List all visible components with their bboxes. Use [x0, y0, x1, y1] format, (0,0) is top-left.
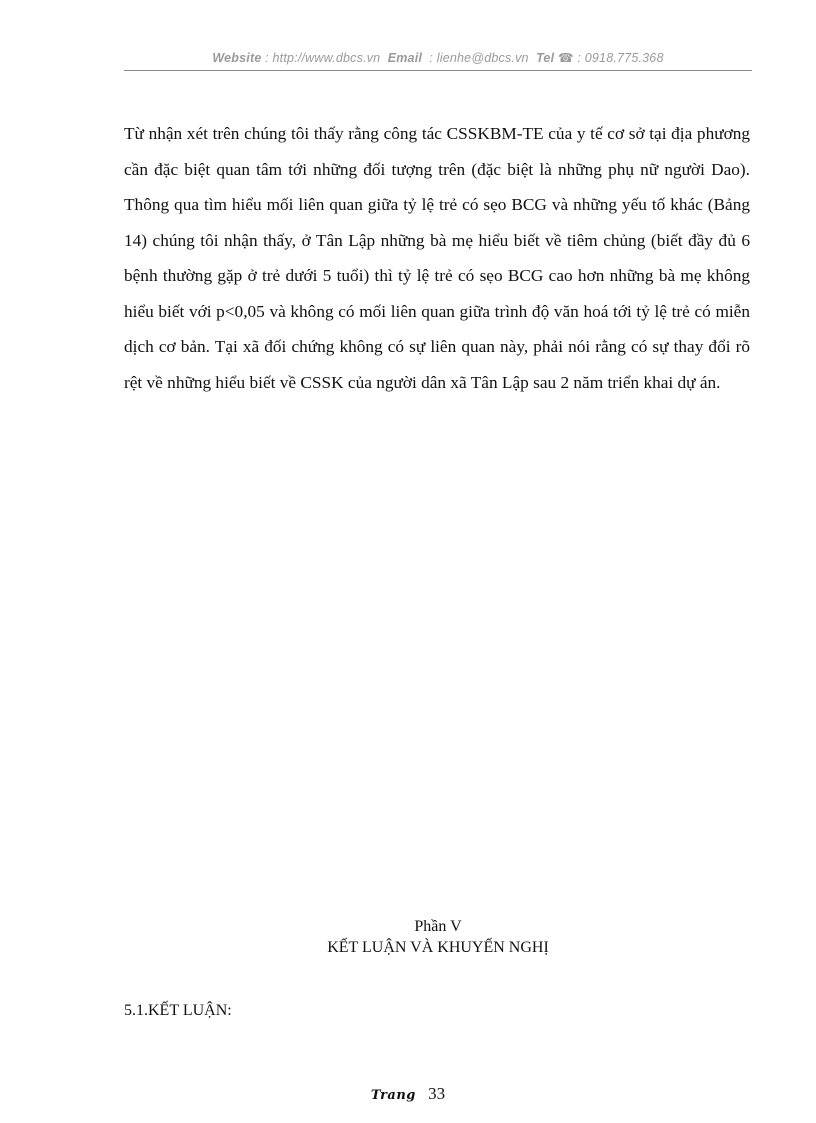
subsection-heading: 5.1.KẾT LUẬN:	[124, 1002, 232, 1019]
email-value: : lienhe@dbcs.vn	[429, 51, 529, 65]
website-value: : http://www.dbcs.vn	[265, 51, 381, 65]
tel-label: Tel	[536, 51, 555, 65]
page-label: Trang	[370, 1088, 416, 1103]
section-heading	[124, 916, 752, 958]
part-label: Phần V	[414, 918, 462, 935]
section-title: KẾT LUẬN VÀ KHUYẾN NGHỊ	[327, 939, 549, 956]
page-footer	[0, 1084, 816, 1104]
page-number: 33	[428, 1084, 446, 1103]
header-divider	[124, 70, 752, 71]
body-paragraph: Từ nhận xét trên chúng tôi thấy rằng công tác CSSKBM-TE của y tế cơ sở tại địa phương cần đặc biệt quan tâm tới những đối tượng trên (đặc biệt là những phụ nữ người Dao). Thông qua tìm hiểu mối liên quan giữa tỷ lệ trẻ có sẹo BCG và những yếu tố khác (Bảng 14) chúng tôi nhận thấy, ở Tân Lập những bà mẹ hiểu biết về tiêm chủng (biết đầy đủ 6 bệnh thường gặp ở trẻ dưới 5 tuổi) thì tỷ lệ trẻ có sẹo BCG cao hơn những bà mẹ không hiểu biết với p<0,05 và không có mối liên quan giữa trình độ văn hoá tới tỷ lệ trẻ có miễn dịch cơ bản. Tại xã đối chứng không có sự liên quan này, phải nói rằng có sự thay đổi rõ rệt về những hiểu biết về CSSK của người dân xã Tân Lập sau 2 năm triển khai dự án.	[124, 124, 750, 392]
email-label: Email	[387, 51, 423, 65]
website-label: Website	[212, 51, 262, 65]
page-header	[124, 50, 752, 65]
tel-value: ☎ : 0918.775.368	[557, 51, 664, 65]
